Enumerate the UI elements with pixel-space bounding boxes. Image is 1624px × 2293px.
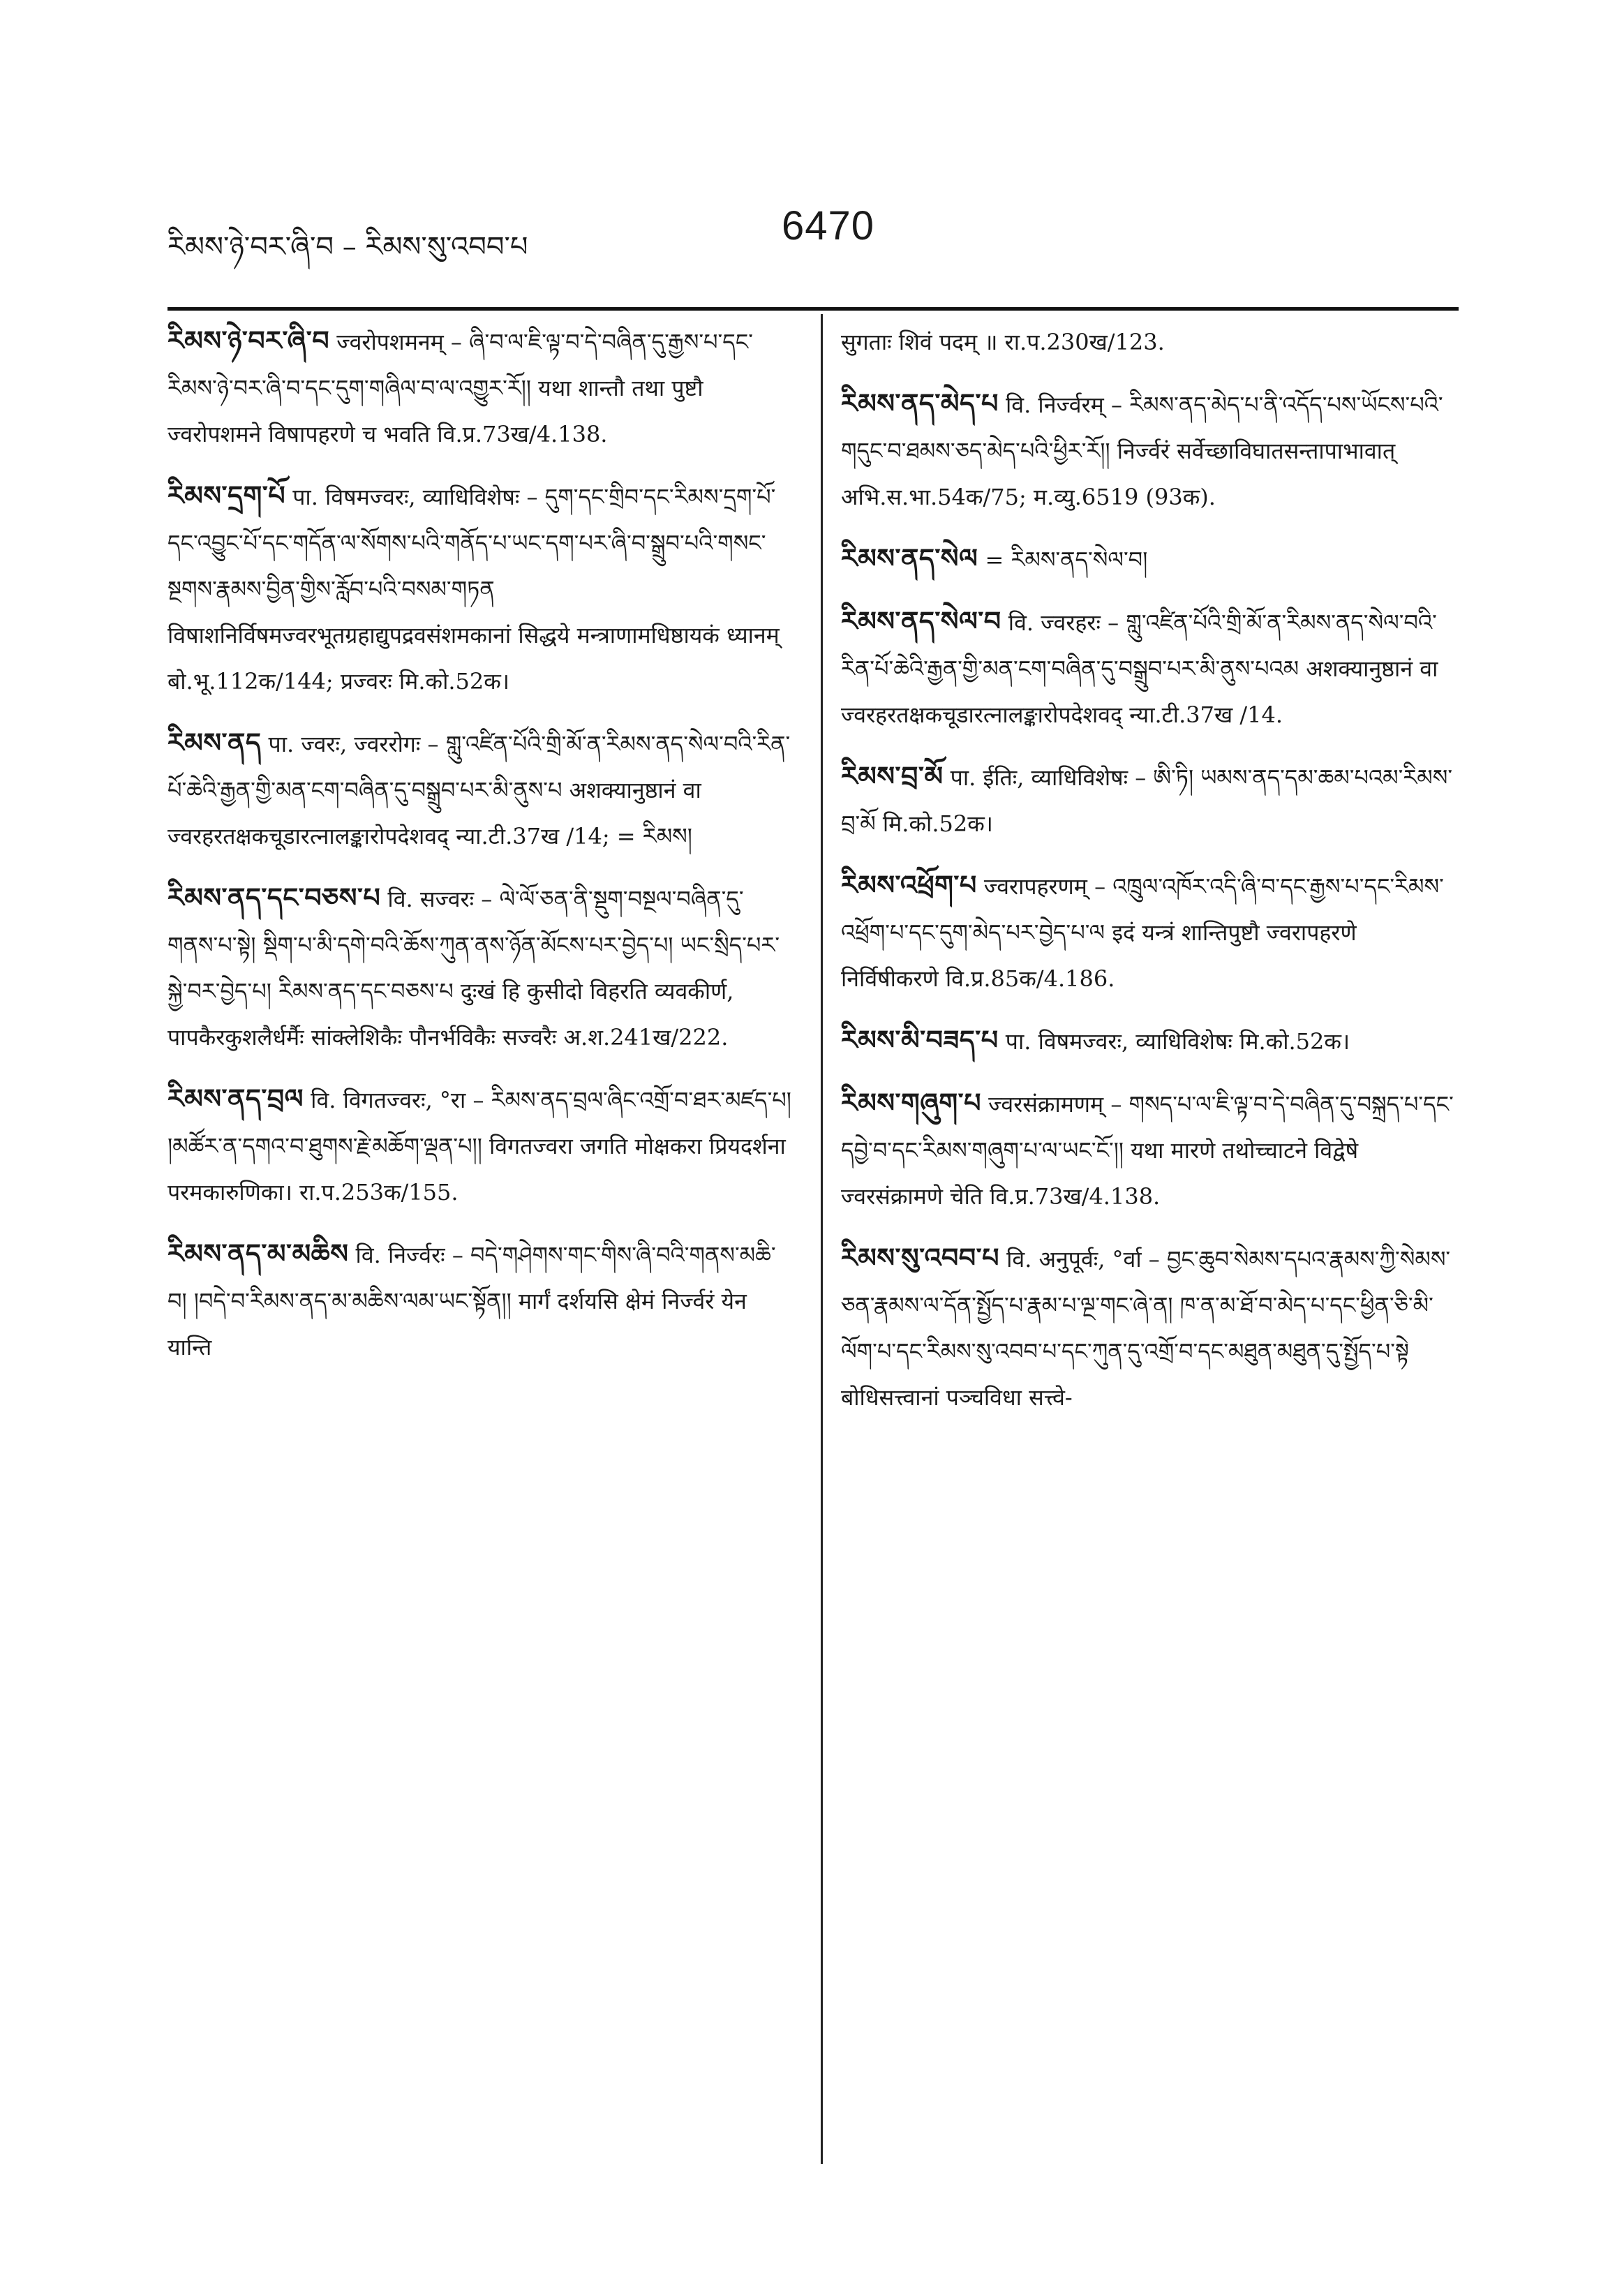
entry-headword: རིམས་དྲག་པོ xyxy=(167,480,286,511)
entry-headword: རིམས་གཞུག་པ xyxy=(841,1087,981,1118)
entry-headword: རིམས་ནད་སེལ་བ xyxy=(841,605,1001,637)
dictionary-entry xyxy=(167,875,792,1060)
column-divider xyxy=(821,314,823,2164)
entry-headword: རིམས་མི་བཟད་པ xyxy=(841,1024,999,1055)
entry-body: = རིམས་ནད་སེལ་བ། xyxy=(978,547,1148,573)
entry-body: पा. ज्वरः, ज्वररोगः – གླུ་འཛིན་པོའི་གྲི་མོ་ན་རིམས་ནད་སེལ་བའི་རིན་པོ་ཆེའི་རྒྱན་གྱི་མན་ངག་བཞིན་དུ་བསྒྲུབ་པར་མི་ནུས་པ अशक्यानुष्ठानं वा ज्वरहरतक्षकचूडारत्नालङ्कारोपदेशवद् न्या.टी.37ख /14; = རིམས། xyxy=(167,731,791,849)
dictionary-entry xyxy=(841,1235,1459,1420)
entry-body: वि. अनुपूर्वः, °र्वा – བྱང་ཆུབ་སེམས་དཔའ་རྣམས་ཀྱི་སེམས་ཅན་རྣམས་ལ་དོན་སྤྱོད་པ་རྣམ་པ་ལྔ་གང་ཞེ་ན། ཁ་ན་མ་ཐོ་བ་མེད་པ་དང་ཕྱིན་ཅི་མི་ལོག་པ་དང་རིམས་སུ་འབབ་པ་དང་ཀུན་དུ་འགྲོ་བ་དང་མཐུན་མཐུན་དུ་སྤྱོད་པ་སྟེ बोधिसत्त्वानां पञ्चविधा सत्त्वे- xyxy=(841,1246,1451,1411)
dictionary-entry xyxy=(167,720,792,859)
entry-headword: རིམས་ནད་སེལ xyxy=(841,542,978,574)
entry-body: सुगताः शिवं पदम् ॥ रा.प.230ख/123. xyxy=(841,329,1165,355)
dictionary-entry xyxy=(841,1017,1459,1064)
entry-body: वि. सज्वरः – ལེ་ལོ་ཅན་ནི་སྡུག་བསྔལ་བཞིན་དུ་གནས་པ་སྟེ། སྡིག་པ་མི་དགེ་བའི་ཆོས་ཀུན་ནས་ཉོན་མོངས་པར་བྱེད་པ། ཡང་སྲིད་པར་སྐྱེ་བར་བྱེད་པ། རིམས་ནད་དང་བཅས་པ दुःखं हि कुसीदो विहरति व्यवकीर्ण, पापकैरकुशलैर्धर्मैः सांक्लेशिकैः पौनर्भविकैः सज्वरैः अ.श.241ख/222. xyxy=(167,886,780,1051)
entry-body: वि. निर्ज्वरम् – རིམས་ནད་མེད་པ་ནི་འདོད་པས་ཡོངས་པའི་གདུང་བ་ཐམས་ཅད་མེད་པའི་ཕྱིར་རོ།། निर्ज्वरं सर्वेच्छाविघातसन्तापाभावात् अभि.स.भा.54क/75; म.व्यु.6519 (93क). xyxy=(841,392,1443,510)
entry-body: वि. निर्ज्वरः – བདེ་གཤེགས་གང་གིས་ཞི་བའི་གནས་མཆི་བ། །བདེ་བ་རིམས་ནད་མ་མཆིས་ལམ་ཡང་སྟོན།། मार्गं दर्शयसि क्षेमं निर्ज्वरं येन यान्ति xyxy=(167,1242,776,1360)
dictionary-entry xyxy=(841,753,1459,847)
right-column xyxy=(841,318,1459,2167)
running-header xyxy=(167,202,1459,265)
entry-headword: རིམས་འཕྲོག་པ xyxy=(841,869,977,900)
entry-body: पा. विषमज्वरः, व्याधिविशेषः – དུག་དང་གྲིབ་དང་རིམས་དྲག་པོ་དང་འབྱུང་པོ་དང་གདོན་ལ་སོགས་པའི་གནོད་པ་ཡང་དག་པར་ཞི་བ་སྒྲུབ་པའི་གསང་སྔགས་རྣམས་བྱིན་གྱིས་རློབ་པའི་བསམ་གཏན विषाशनिर्विषमज्वरभूतग्रहाद्युपद्रवसंशमकानां सिद्धये मन्त्राणामधिष्ठायकं ध्यानम् बो.भू.112क/144; प्रज्वरः मि.को.52क। xyxy=(167,484,780,695)
entry-body: वि. विगतज्वरः, °रा – རིམས་ནད་བྲལ་ཞིང་འགྲོ་བ་ཐར་མཛད་པ། །མཚོར་ན་དགའ་བ་ཐུགས་རྗེ་མཆོག་ལྡན་པ།། विगतज्वरा जगति मोक्षकरा प्रियदर्शना परमकारुणिका। रा.प.253क/155. xyxy=(167,1087,791,1205)
entry-body: वि. ज्वरहरः – གླུ་འཛིན་པོའི་གྲི་མོ་ན་རིམས་ནད་སེལ་བའི་རིན་པོ་ཆེའི་རྒྱན་གྱི་མན་ངག་བཞིན་དུ་བསྒྲུབ་པར་མི་ནུས་པའམ अशक्यानुष्ठानं वा ज्वरहरतक्षकचूडारत्नालङ्कारोपदेशवद् न्या.टी.37ख /14. xyxy=(841,609,1438,728)
left-column xyxy=(167,318,792,2167)
entry-headword: རིམས་སུ་འབབ་པ xyxy=(841,1242,999,1273)
dictionary-entry xyxy=(841,380,1459,520)
entry-body: पा. ईतिः, व्याधिविशेषः – ཨི་ཏི། ཡམས་ནད་དམ་ཆམ་པའམ་རིམས་བྲ་མོ मि.को.52क। xyxy=(841,764,1453,837)
dictionary-entry-continuation xyxy=(841,318,1459,365)
entry-body: ज्वरोपशमनम् – ཞི་བ་ལ་ཇི་ལྟ་བ་དེ་བཞིན་དུ་རྒྱས་པ་དང་རིམས་ཉེ་བར་ཞི་བ་དང་དུག་གཞིལ་བ་ལ་འགྱུར་རོ།། यथा शान्तौ तथा पुष्टौ ज्वरोपशमने विषापहरणे च भवति वि.प्र.73ख/4.138. xyxy=(167,329,753,447)
entry-headword: རིམས་ནད་མ་མཆིས xyxy=(167,1238,349,1269)
page-number: 6470 xyxy=(782,203,875,248)
entry-headword: རིམས་ནད་མེད་པ xyxy=(841,387,999,419)
entry-headword: རིམས་ནད་བྲལ xyxy=(167,1083,304,1114)
entry-headword: རིམས་ནད་དང་བཅས་པ xyxy=(167,882,381,913)
dictionary-entry xyxy=(167,318,792,457)
header-entry-range: རིམས་ཉེ་བར་ཞི་བ – རིམས་སུ་འབབ་པ xyxy=(167,231,528,263)
dictionary-entry xyxy=(841,535,1459,583)
entry-body: ज्वरसंक्रामणम् – གསད་པ་ལ་ཇི་ལྟ་བ་དེ་བཞིན་དུ་བསྐྲད་པ་དང་དབྱེ་བ་དང་རིམས་གཞུག་པ་ལ་ཡང་ངོ་།། यथा मारणे तथोच्चाटने विद्वेषे ज्वरसंक्रामणे चेति वि.प्र.73ख/4.138. xyxy=(841,1091,1454,1210)
dictionary-entry xyxy=(841,1080,1459,1219)
entry-headword: རིམས་ཉེ་བར་ཞི་བ xyxy=(167,325,330,356)
entry-headword: རིམས་བྲ་མོ xyxy=(841,760,944,792)
entry-body: पा. विषमज्वरः, व्याधिविशेषः मि.को.52क। xyxy=(998,1028,1350,1055)
dictionary-entry xyxy=(841,862,1459,1002)
dictionary-entry xyxy=(167,1076,792,1215)
entry-body: ज्वरापहरणम् – འཁྲུལ་འཁོར་འདི་ཞི་བ་དང་རྒྱས་པ་དང་རིམས་འཕྲོག་པ་དང་དུག་མེད་པར་བྱེད་པ་ལ इदं यन्त्रं शान्तिपुष्टौ ज्वरापहरणे निर्विषीकरणे वि.प्र.85क/4.186. xyxy=(841,873,1444,992)
header-rule xyxy=(167,307,1459,311)
dictionary-entry xyxy=(167,473,792,704)
dictionary-entry xyxy=(841,598,1459,738)
entry-headword: རིམས་ནད xyxy=(167,727,262,758)
dictionary-entry xyxy=(167,1231,792,1370)
